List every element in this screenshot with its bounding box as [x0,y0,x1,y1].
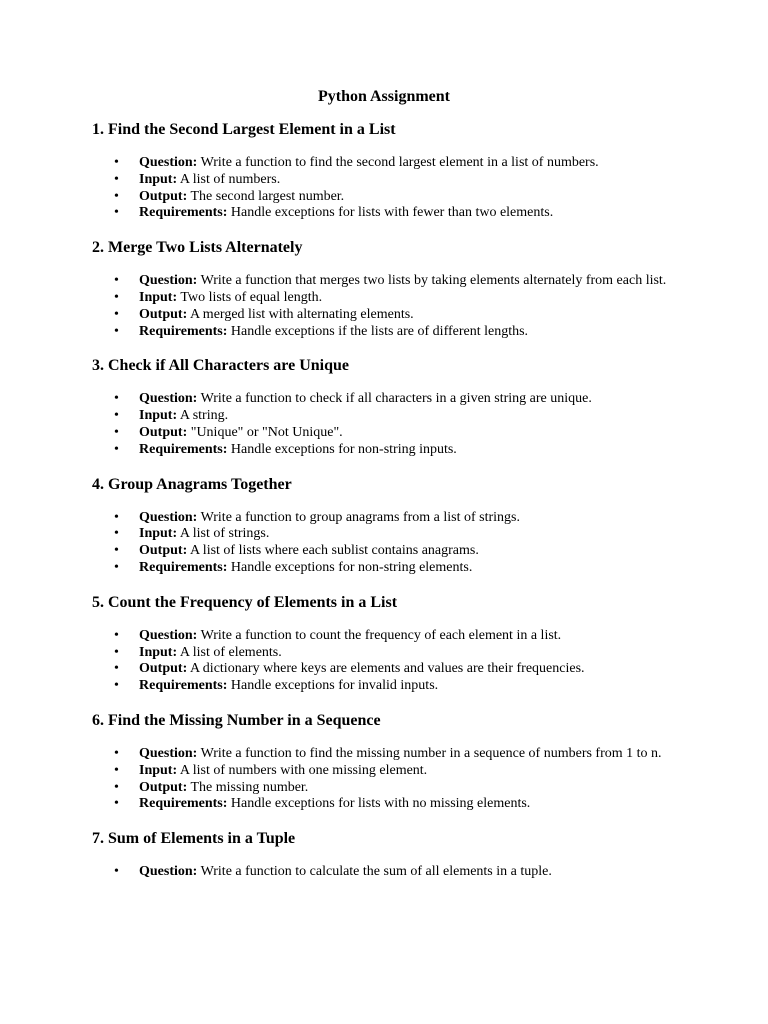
bullet-list [92,273,676,340]
item-label: Question: [139,391,198,407]
bullet-dot-icon: • [114,796,119,812]
section-heading: 5. Count the Frequency of Elements in a List [92,593,398,611]
bullet-dot-icon: • [114,171,119,187]
list-item [92,307,676,324]
item-label: Input: [139,526,178,542]
section [92,711,676,813]
item-label: Output: [139,779,188,795]
item-text: Write a function to find the second largest element in a list of numbers. [200,155,599,170]
item-text: Handle exceptions if the lists are of different lengths. [230,323,529,339]
sections-container [92,120,676,881]
item-label: Requirements: [139,205,228,221]
item-label: Requirements: [139,678,228,694]
item-text: Write a function to count the frequency of each element in a list. [200,627,562,643]
bullet-dot-icon: • [114,408,119,424]
bullet-list [92,155,676,222]
item-label: Requirements: [139,796,228,812]
section [92,475,676,577]
bullet-dot-icon: • [114,306,119,322]
bullet-dot-icon: • [114,627,119,643]
item-label: Question: [139,509,198,525]
bullet-dot-icon: • [114,644,119,660]
list-item [92,526,676,543]
item-text: A list of lists where each sublist contains anagrams. [189,543,479,559]
item-text: Two lists of equal length. [180,289,323,305]
item-text: Write a function to check if all characters in a given string are unique. [200,391,592,407]
list-item [92,391,676,408]
item-text: "Unique" or "Not Unique". [190,424,343,440]
bullet-list [92,864,676,881]
list-item [92,205,676,222]
item-text: Handle exceptions for non-string inputs. [230,441,457,457]
section-heading: 1. Find the Second Largest Element in a List [92,121,396,138]
bullet-list [92,746,676,813]
item-label: Input: [139,408,178,424]
section-heading: 6. Find the Missing Number in a Sequence [92,711,381,729]
item-label: Question: [139,155,198,170]
bullet-dot-icon: • [114,779,119,795]
item-text: Handle exceptions for lists with no missing elements. [230,796,531,812]
item-label: Requirements: [139,441,228,457]
section-heading: 2. Merge Two Lists Alternately [92,239,303,257]
list-item [92,746,676,763]
list-item [92,763,676,780]
bullet-dot-icon: • [114,323,119,339]
item-text: Write a function that merges two lists by taking elements alternately from each list. [200,273,667,289]
list-item [92,408,676,425]
section [92,238,676,340]
list-item [92,864,676,881]
item-label: Output: [139,424,188,440]
item-label: Question: [139,273,198,289]
item-label: Input: [139,171,178,187]
list-item [92,543,676,560]
item-label: Requirements: [139,323,228,339]
item-text: Write a function to find the missing number in a sequence of numbers from 1 to n. [200,745,662,761]
list-item [92,661,676,678]
list-item [92,155,676,172]
item-text: A string. [179,408,229,424]
section [92,120,676,222]
bullet-dot-icon: • [114,526,119,542]
bullet-dot-icon: • [114,762,119,778]
list-item [92,560,676,577]
item-label: Output: [139,661,188,677]
bullet-dot-icon: • [114,661,119,677]
bullet-dot-icon: • [114,745,119,761]
bullet-dot-icon: • [114,441,119,457]
item-label: Question: [139,745,198,761]
item-text: A list of numbers with one missing element. [179,762,428,778]
item-text: Handle exceptions for invalid inputs. [230,678,439,694]
item-label: Question: [139,864,198,880]
item-text: Handle exceptions for non-string elements. [230,559,473,575]
bullet-dot-icon: • [114,273,119,289]
item-text: Write a function to group anagrams from a list of strings. [200,509,521,525]
bullet-dot-icon: • [114,155,119,170]
list-item [92,796,676,813]
section-heading: 4. Group Anagrams Together [92,475,292,493]
item-label: Input: [139,289,178,305]
item-label: Input: [139,644,178,660]
list-item [92,290,676,307]
bullet-dot-icon: • [114,559,119,575]
item-label: Input: [139,762,178,778]
list-item [92,172,676,189]
list-item [92,273,676,290]
item-text: Write a function to calculate the sum of all elements in a tuple. [200,864,552,880]
item-text: The missing number. [190,779,309,795]
bullet-dot-icon: • [114,543,119,559]
bullet-list [92,628,676,695]
list-item [92,324,676,341]
list-item [92,678,676,695]
list-item [92,425,676,442]
item-label: Output: [139,543,188,559]
bullet-list [92,391,676,458]
list-item [92,510,676,527]
item-text: Handle exceptions for lists with fewer than two elements. [230,205,554,221]
item-text: The second largest number. [190,188,345,204]
item-text: A list of elements. [179,644,282,660]
bullet-dot-icon: • [114,864,119,880]
item-label: Output: [139,188,188,204]
item-label: Requirements: [139,559,228,575]
item-text: A merged list with alternating elements. [189,306,414,322]
bullet-list [92,510,676,577]
bullet-dot-icon: • [114,424,119,440]
bullet-dot-icon: • [114,188,119,204]
document-title: Python Assignment [317,88,451,105]
list-item [92,628,676,645]
item-text: A list of numbers. [179,171,281,187]
item-text: A dictionary where keys are elements and values are their frequencies. [189,661,585,677]
bullet-dot-icon: • [114,289,119,305]
bullet-dot-icon: • [114,205,119,221]
item-label: Output: [139,306,188,322]
bullet-dot-icon: • [114,509,119,525]
section [92,593,676,695]
section-heading: 3. Check if All Characters are Unique [92,357,350,375]
list-item [92,780,676,797]
list-item [92,442,676,459]
item-label: Question: [139,627,198,643]
item-text: A list of strings. [179,526,270,542]
section [92,829,676,881]
section [92,356,676,458]
bullet-dot-icon: • [114,391,119,407]
list-item [92,189,676,206]
bullet-dot-icon: • [114,678,119,694]
list-item [92,645,676,662]
section-heading: 7. Sum of Elements in a Tuple [92,830,296,848]
